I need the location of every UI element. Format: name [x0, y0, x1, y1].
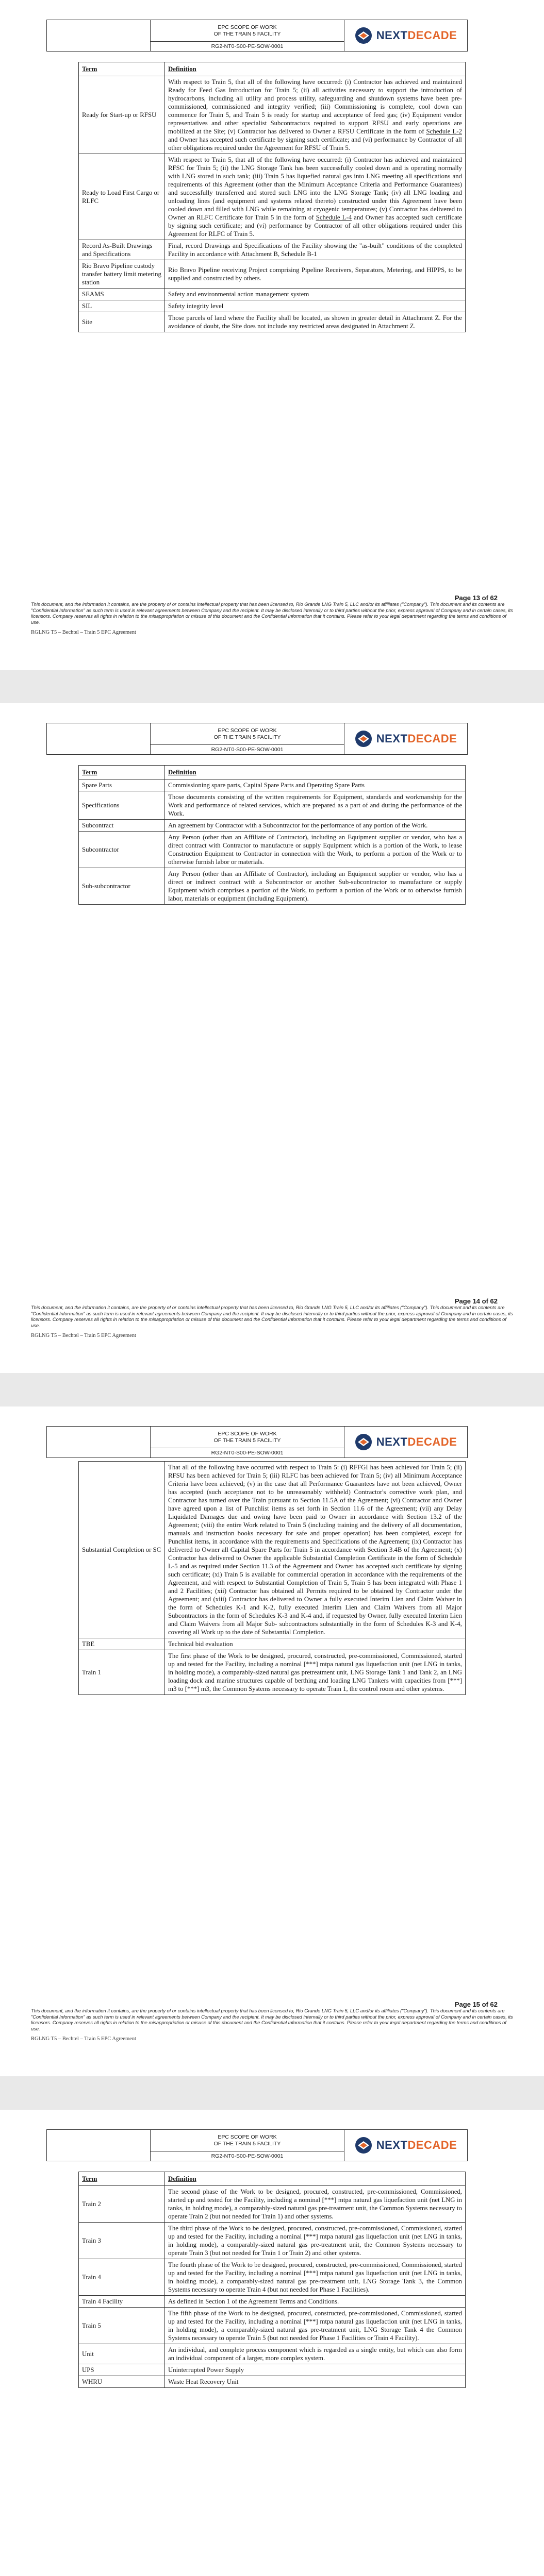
nextdecade-logo: NEXTDECADE — [344, 2130, 467, 2161]
nextdecade-logo-icon — [355, 1433, 372, 1451]
term-cell: Site — [79, 312, 165, 332]
header-line-2: OF THE TRAIN 5 FACILITY — [213, 30, 281, 37]
definition-cell: The fourth phase of the Work to be designed, procured, constructed, pre-commissioned, Commissioned, started up and tested for the Facility, including a nominal [***] mtpa natural gas liquefaction unit (net LNG in tanks, in holding mode), a comparably-sized natural gas pre-treatment unit, LNG Storage Tank 3, the Common Systems necessary to operate Train 4 (but not needed for Phase 1 Facilities). — [165, 2259, 466, 2296]
term-cell: Spare Parts — [79, 779, 165, 791]
nextdecade-logo: NEXTDECADE — [344, 1427, 467, 1458]
table-header-row — [79, 766, 466, 779]
term-cell: TBE — [79, 1638, 165, 1650]
footer-text: RGLNG T5 – Bechtel – Train 5 EPC Agreement — [31, 2036, 136, 2042]
definition-cell: Rio Bravo Pipeline receiving Project comprising Pipeline Receivers, Separators, Metering, and HIPPS, to be supplied and constructed by others. — [165, 260, 466, 289]
nextdecade-logo-icon — [355, 2137, 372, 2154]
header-doc-number: RG2-NT0-S00-PE-SOW-0001 — [211, 1450, 284, 1456]
definitions-table — [78, 765, 466, 905]
definition-cell: Final, record Drawings and Specifications of the Facility showing the "as-built" conditions of the completed Facility in accordance with Attachment B, Schedule B-1 — [165, 240, 466, 260]
table-row — [79, 2223, 466, 2259]
definition-cell: Safety and environmental action management system — [165, 289, 466, 300]
header-doc-number: RG2-NT0-S00-PE-SOW-0001 — [211, 2153, 284, 2159]
page-number: Page 13 of 62 — [454, 594, 498, 602]
header-line-2: OF THE TRAIN 5 FACILITY — [213, 2140, 281, 2147]
definition-cell: Technical bid evaluation — [165, 1638, 466, 1650]
term-column-header: Term — [79, 766, 165, 779]
table-row — [79, 300, 466, 312]
table-header-row — [79, 62, 466, 76]
term-cell: Rio Bravo Pipeline custody transfer battery limit metering station — [79, 260, 165, 289]
table-row — [79, 791, 466, 820]
footer-text: RGLNG T5 – Bechtel – Train 5 EPC Agreement — [31, 1333, 136, 1338]
table-row — [79, 868, 466, 905]
term-cell: Substantial Completion or SC — [79, 1462, 165, 1638]
definition-cell: An agreement by Contractor with a Subcontractor for the performance of any portion of the Work. — [165, 820, 466, 832]
definition-cell: The second phase of the Work to be designed, procured, constructed, pre-commissioned, Commissioned, started up and tested for the Facility, including a nominal [***] mtpa natural gas liquefaction unit (net LNG in tanks, in holding mode), a comparably-sized natural gas pre-treatment unit, the Common Systems necessary to operate Train 2 (but not needed for Train 1) and other systems. — [165, 2186, 466, 2223]
header-line-1: EPC SCOPE OF WORK — [218, 2133, 277, 2140]
footer-text: RGLNG T5 – Bechtel – Train 5 EPC Agreement — [31, 630, 136, 635]
table-row — [79, 2186, 466, 2223]
table-row — [79, 2376, 466, 2388]
nextdecade-logo-icon — [355, 27, 372, 44]
term-cell: UPS — [79, 2364, 165, 2376]
document-header — [46, 1426, 468, 1458]
definition-cell: The first phase of the Work to be designed, procured, constructed, pre-commissioned, Commissioned, started up and tested for the Facility, including a nominal [***] mtpa natural gas liquefaction unit (net LNG in tanks, in holding mode), a comparably-sized natural gas pretreatment unit, LNG Storage Tank 1 and Tank 2, an LNG loading dock and marine structures capable of berthing and loading LNG Tankers with capacities from [***] m3 to [***] m3, the Common Systems necessary to operate Train 1, the control room and other systems. — [165, 1650, 466, 1695]
term-cell: Specifications — [79, 791, 165, 820]
page-number: Page 14 of 62 — [454, 1297, 498, 1305]
definition-column-header: Definition — [165, 2172, 466, 2186]
definition-cell: Those documents consisting of the written requirements for Equipment, standards and workmanship for the Work and performance of related services, which are prepared as a part of and during the performance of the Work. — [165, 791, 466, 820]
table-row — [79, 2344, 466, 2364]
definition-cell: The third phase of the Work to be designed, procured, constructed, pre-commissioned, Commissioned, started up and tested for the Facility, including a nominal [***] mtpa natural gas liquefaction unit (net LNG in tanks, in holding mode), a comparably-sized natural gas pre-treatment unit, the Common Systems necessary to operate Train 3 (but not needed for Train 1 or Train 2) and other systems. — [165, 2223, 466, 2259]
table-row — [79, 76, 466, 154]
definition-column-header: Definition — [165, 766, 466, 779]
definition-column-header: Definition — [165, 62, 466, 76]
term-cell: SEAMS — [79, 289, 165, 300]
definition-cell: Commissioning spare parts, Capital Spare Parts and Operating Spare Parts — [165, 779, 466, 791]
header-line-1: EPC SCOPE OF WORK — [218, 727, 277, 734]
nextdecade-logo-icon — [355, 730, 372, 748]
definition-cell: Waste Heat Recovery Unit — [165, 2376, 466, 2388]
table-row — [79, 260, 466, 289]
definitions-table — [78, 2172, 466, 2388]
table-row — [79, 779, 466, 791]
page-number: Page 15 of 62 — [454, 2001, 498, 2008]
term-cell: Train 5 — [79, 2308, 165, 2344]
document-header — [46, 20, 468, 52]
term-cell: Subcontractor — [79, 832, 165, 868]
table-row — [79, 1462, 466, 1638]
definition-cell: An individual, and complete process component which is regarded as a single entity, but which can also form an individual component of a larger, more complex system. — [165, 2344, 466, 2364]
table-row — [79, 832, 466, 868]
term-column-header: Term — [79, 62, 165, 76]
term-column-header: Term — [79, 2172, 165, 2186]
term-cell: Record As-Built Drawings and Specifications — [79, 240, 165, 260]
table-row — [79, 2364, 466, 2376]
term-cell: Unit — [79, 2344, 165, 2364]
term-cell: Ready to Load First Cargo or RLFC — [79, 154, 165, 240]
term-cell: Subcontract — [79, 820, 165, 832]
term-cell: SIL — [79, 300, 165, 312]
table-row — [79, 289, 466, 300]
definition-cell: Any Person (other than an Affiliate of Contractor), including an Equipment supplier or vendor, who has a direct contract with Contractor to manufacture or supply Equipment which is a portion of the Work, to lease Construction Equipment to Contractor in connection with the Work, to perform a portion of the Work or to otherwise furnish labor or materials. — [165, 832, 466, 868]
definition-cell: With respect to Train 5, that all of the following have occurred: (i) Contractor has achieved and maintained RFSC for Train 5; (ii) the LNG Storage Tank has been successfully cooled down and is operating normally with LNG stored in such tank; (iii) Train 5 has liquefied natural gas into LNG meeting all specifications and requirements of this Agreement (other than the Minimum Acceptance Criteria and Performance Guarantees) and successfully transferred and stored such LNG into the LNG Storage Tank; (iv) all LNG loading and unloading lines (and equipment and systems related thereto) constructed under this Agreement have been cooled down and filled with LNG while remaining at cryogenic temperatures; (v) Contractor has delivered to Owner an RLFC Certificate for Train 5 in the form of Schedule L-4 and Owner has accepted such certificate by signing such certificate; and (vi) performance by Contractor of all other obligations required under this Agreement for RLFC of Train 5. — [165, 154, 466, 240]
table-header-row — [79, 2172, 466, 2186]
document-header — [46, 2129, 468, 2161]
header-doc-number: RG2-NT0-S00-PE-SOW-0001 — [211, 43, 284, 49]
confidentiality-notice: This document, and the information it contains, are the property of or contains intellectual property that has been licensed to, Rio Grande LNG Train 5, LLC and/or its affiliates ("Company"). This document and its contents are "Confidential Information" as such term is used in relevant agreements between Company and the recipient. It may be disclosed internally or to third parties without the prior, express approval of Company and in certain cases, its licensors. Company reserves all rights in relation to the misappropriation or misuse of this document and the Confidential Information that it contains. Please refer to your legal department regarding the terms and conditions of use. — [31, 602, 513, 625]
definition-cell: Those parcels of land where the Facility shall be located, as shown in greater detail in Attachment Z. For the avoidance of doubt, the Site does not include any restricted areas designated in Attachment Z. — [165, 312, 466, 332]
table-row — [79, 1650, 466, 1695]
table-row — [79, 820, 466, 832]
term-cell: Train 2 — [79, 2186, 165, 2223]
definition-cell: The fifth phase of the Work to be designed, procured, constructed, pre-commissioned, Commissioned, started up and tested for the Facility, including a nominal [***] mtpa natural gas liquefaction unit (net LNG in tanks, in holding mode), a comparably-sized natural gas pre-treatment unit, LNG Storage Tank 4 the Common Systems necessary to operate Train 5 (but not needed for Phase 1 Facilities or Train 4 Facility). — [165, 2308, 466, 2344]
definitions-table — [78, 62, 466, 332]
table-row — [79, 2259, 466, 2296]
definitions-table — [78, 1461, 466, 1695]
term-cell: Train 1 — [79, 1650, 165, 1695]
table-row — [79, 1638, 466, 1650]
table-row — [79, 312, 466, 332]
definition-cell: That all of the following have occurred with respect to Train 5: (i) RFFGI has been achieved for Train 5; (ii) RFSU has been achieved for Train 5; (iii) RLFC has been achieved for Train 5; (iv) all Minimum Acceptance Criteria have been achieved; (v) in the case that all Performance Guarantees have not been achieved, Owner has accepted (such acceptance not to be unreasonably withheld) Contractor's corrective work plan, and Contractor has turned over the Train pursuant to Section 11.5A of the Agreement; (vi) Contractor and Owner have agreed upon a list of Punchlist items as set forth in Section 11.6 of the Agreement; (vii) any Delay Liquidated Damages due and owing have been paid to Owner in accordance with Section 13.2 of the Agreement; (viii) the entire Work related to Train 5 (including training and the delivery of all documentation, manuals and instruction books necessary for safe and proper operation) has been completed, except for Punchlist items, in accordance with the requirements and Specifications of the Agreement; (ix) Contractor has delivered to Owner all Capital Spare Parts for Train 5 in accordance with Section 3.4B of the Agreement; (x) Contractor has delivered to Owner the applicable Substantial Completion Certificate in the form of Schedule L-5 and as required under Section 11.3 of the Agreement and Owner has accepted such certificate by signing such certificate; (xi) Train 5 is available for commercial operation in accordance with the requirements of the Agreement, and with respect to Substantial Completion of Train 5, Train 5 has been integrated with Phase 1 and 2 Facilities; (xii) Contractor has obtained all Permits required to be obtained by Contractor under the Agreement; and (xiii) Contractor has delivered to Owner a fully executed Interim Lien and Claim Waiver in the form of Schedules K-1 and K-2, fully executed Interim Lien and Claim Waivers from all Major Subcontractors in the form of Schedules K-3 and K-4 and, if requested by Owner, fully executed Interim Lien and Claim Waivers from all Major Sub- subcontractors substantially in the form of Schedules K-3 and K-4, covering all Work up to the date of Substantial Completion. — [165, 1462, 466, 1638]
table-row — [79, 154, 466, 240]
term-cell: Ready for Start-up or RFSU — [79, 76, 165, 154]
term-cell: Train 3 — [79, 2223, 165, 2259]
definition-cell: Any Person (other than an Affiliate of Contractor), including an Equipment supplier or vendor, who has a direct or indirect contract with a Subcontractor or another Sub-subcontractor to manufacture or supply Equipment which comprises a portion of the Work, to perform a portion of the Work or to otherwise furnish labor, materials or equipment (including Equipment). — [165, 868, 466, 905]
definition-cell: As defined in Section 1 of the Agreement Terms and Conditions. — [165, 2296, 466, 2308]
nextdecade-logo: NEXTDECADE — [344, 20, 467, 51]
term-cell: WHRU — [79, 2376, 165, 2388]
definition-cell: With respect to Train 5, that all of the following have occurred: (i) Contractor has achieved and maintained Ready for Feed Gas Introduction for Train 5; (ii) all activities necessary to support the introduction of hydrocarbons, including all utility and process utility, safeguarding and shutdown systems have been pre-commissioned, commissioned and integrity verified; (iii) Commissioning is complete, cool down can commence for Train 5, and Train 5 is ready for startup and acceptance of feed gas; (iv) Equipment vendor representatives and other specialist Subcontractors required to support RFSU and early operations are mobilized at the Site; (v) Contractor has delivered to Owner a RFSU Certificate in the form of Schedule L-2 and Owner has accepted such certificate by signing such certificate; and (vi) performance by Contractor of all other obligations required under the Agreement for RFSU of Train 5. — [165, 76, 466, 154]
header-line-2: OF THE TRAIN 5 FACILITY — [213, 1437, 281, 1444]
definition-cell: Uninterrupted Power Supply — [165, 2364, 466, 2376]
header-doc-number: RG2-NT0-S00-PE-SOW-0001 — [211, 747, 284, 753]
term-cell: Sub-subcontractor — [79, 868, 165, 905]
nextdecade-logo: NEXTDECADE — [344, 723, 467, 754]
table-row — [79, 240, 466, 260]
definition-cell: Safety integrity level — [165, 300, 466, 312]
schedule-link[interactable]: Schedule L-2 — [426, 128, 462, 135]
page-16 — [0, 2110, 544, 2576]
page-13 — [0, 0, 544, 670]
term-cell: Train 4 — [79, 2259, 165, 2296]
page-15 — [0, 1406, 544, 2076]
header-line-1: EPC SCOPE OF WORK — [218, 24, 277, 30]
page-14 — [0, 703, 544, 1373]
header-line-1: EPC SCOPE OF WORK — [218, 1430, 277, 1437]
header-line-2: OF THE TRAIN 5 FACILITY — [213, 734, 281, 740]
schedule-link[interactable]: Schedule L-4 — [316, 214, 352, 221]
term-cell: Train 4 Facility — [79, 2296, 165, 2308]
document-header — [46, 723, 468, 755]
table-row — [79, 2296, 466, 2308]
confidentiality-notice: This document, and the information it contains, are the property of or contains intellectual property that has been licensed to, Rio Grande LNG Train 5, LLC and/or its affiliates ("Company"). This document and its contents are "Confidential Information" as such term is used in relevant agreements between Company and the recipient. It may be disclosed internally or to third parties without the prior, express approval of Company and in certain cases, its licensors. Company reserves all rights in relation to the misappropriation or misuse of this document and the Confidential Information that it contains. Please refer to your legal department regarding the terms and conditions of use. — [31, 1305, 513, 1328]
confidentiality-notice: This document, and the information it contains, are the property of or contains intellectual property that has been licensed to, Rio Grande LNG Train 5, LLC and/or its affiliates ("Company"). This document and its contents are "Confidential Information" as such term is used in relevant agreements between Company and the recipient. It may be disclosed internally or to third parties without the prior, express approval of Company and in certain cases, its licensors. Company reserves all rights in relation to the misappropriation or misuse of this document and the Confidential Information that it contains. Please refer to your legal department regarding the terms and conditions of use. — [31, 2008, 513, 2031]
table-row — [79, 2308, 466, 2344]
